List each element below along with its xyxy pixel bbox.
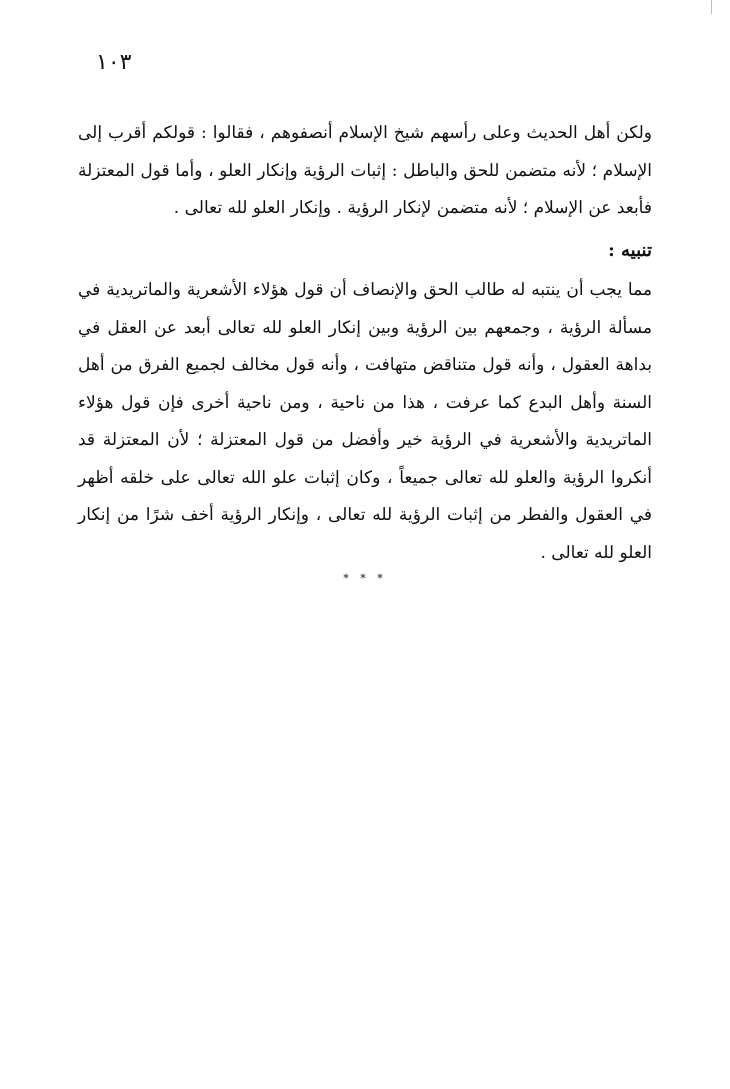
paragraph-note: مما يجب أن ينتبه له طالب الحق والإنصاف أن قول هؤلاء الأشعرية والماتريدية في مسألة الرؤية ، وجمعهم بين الرؤية وبين إنكار العلو لله تعالى أبعد عن العقل في بداهة العقول ، وأنه قول متناقض متهافت ، وأنه قول مخالف لجميع الفرق من أهل السنة وأهل البدع كما عرفت ، هذا من ناحية ، ومن ناحية أخرى فإن قول هؤلاء الماتريدية والأشعرية في الرؤية خير وأفضل من قول المعتزلة ؛ لأن المعتزلة قد أنكروا الرؤية والعلو لله تعالى جميعاً ، وكان إثبات علو الله تعالى على خلقه أظهر في العقول والفطر من إثبات الرؤية لله تعالى ، وإنكار الرؤية أخف شرًا من إنكار العلو لله تعالى . (78, 280, 652, 563)
page-number: ١٠٣ (96, 50, 132, 75)
page-edge-mark (711, 0, 712, 14)
paragraph-intro: ولكن أهل الحديث وعلى رأسهم شيخ الإسلام أنصفوهم ، فقالوا : قولكم أقرب إلى الإسلام ؛ لأنه متضمن للحق والباطل : إثبات الرؤية وإنكار العلو ، وأما قول المعتزلة فأبعد عن الإسلام ؛ لأنه متضمن لإنكار الرؤية . وإنكار العلو لله تعالى . (78, 123, 652, 218)
section-heading: تنبيه : (608, 240, 652, 261)
section-separator: * * * (343, 572, 387, 585)
